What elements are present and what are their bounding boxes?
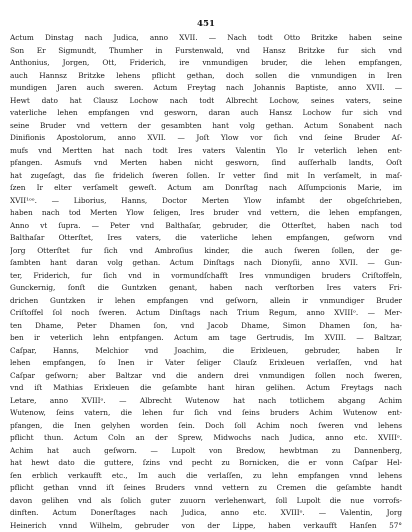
text-line: Dinifionis Apostolorum, anno XVII. — Joſt Ylow vor ſich vnd ſeine Bruder Aſ- [10, 132, 402, 145]
text-line: dinften. Actum Donerſtages nach Judica, anno etc. XVIIIᵒ. — Valentin, Jorg [10, 507, 402, 520]
text-line: pfangen. Asmufs vnd Merten haben nicht gesworn, ſind auſſerhalb landts, Ooſt [10, 157, 402, 170]
text-line: Actum Dinstag nach Judica, anno XVII. — Nach todt Otto Britzke haben seine [10, 32, 402, 45]
text-line: lehen empfangen, ſo Inen ir Vater ſeliger Clauſz Erixleuen verlaſſen, vnd hat [10, 357, 402, 370]
text-line: ten Dhame, Peter Dhamen ſon, vnd Jacob Dhame, Simon Dhamen ſon, ha- [10, 320, 402, 333]
text-line: Criſtoffel ſol noch ſweren. Actum Dinſtags nach Trium Regum, anno XVIIIᵒ. — Mer- [10, 307, 402, 320]
text-line: ſen erblich verkaufft etc., Im auch die verlaſſen, zu lehn empfangen vnnd lehens [10, 470, 402, 483]
text-line: drichen Guntzken ir lehen empfangen vnd geſworn, allein ir vnmundiger Bruder [10, 295, 402, 308]
text-line: Son Er Sigmundt, Thumher in Furstenwald, vnd Hansz Britzke fur sich vnd [10, 45, 402, 58]
page-number: 451 [10, 18, 402, 31]
text-line: hat hewt dato die guttere, ſzins vnd pecht zu Bornicken, die er vonn Caſpar Hel- [10, 457, 402, 470]
text-line: vaterliche lehen empfangen vnd gesworn, daran auch Hansz Lochow fur sich vnd [10, 107, 402, 120]
text-line: ben ir veterlich lehn entpfangen. Actum am tage Gertrudis, Im XVIII. — Baltzar, [10, 332, 402, 345]
text-line: haben nach tod Merten Ylow ſeligen, Ires bruder vnd vettern, die lehen empfangen, [10, 207, 402, 220]
text-line: XVII¹ᵒᵒ. — Liborius, Hanns, Doctor Merten Ylow infambt der obgeſchrieben, [10, 195, 402, 208]
text-line: Anno vt ſupra. — Peter vnd Balthaſar, gebruder, die Otterſtet, haben nach tod [10, 220, 402, 233]
text-line: pflicht gethan vnnd iſt ſeines Bruders vnnd vettern zu Cremen die geſambte handt [10, 482, 402, 495]
body-text [10, 32, 402, 532]
text-line: pflicht thun. Actum Coln an der Sprew, Midwochs nach Judica, anno etc. XVIIIᵒ. [10, 432, 402, 445]
text-line: Hewt dato hat Clausz Lochow nach todt Albrecht Lochow, seines vaters, seine [10, 95, 402, 108]
text-line: seine Bruder vnd vettern der gesambten hant volg gethan. Actum Sonabent nach [10, 120, 402, 133]
text-line: auch Hannsz Britzke lehens pflicht gethan, doch sollen die vnmundigen in Iren [10, 70, 402, 83]
text-line: Jorg Otterſtet fur ſich vnd Ambroſius kinder, die auch ſweren ſollen, der ge- [10, 245, 402, 258]
text-line: Gunckernig, ſonſt die Guntzken genant, haben nach verſtorben Ires vaters Fri- [10, 282, 402, 295]
text-line: Caſpar geſworn; aber Baltzar vnd die andern drei vnmundigen ſollen noch ſweren, [10, 370, 402, 383]
text-line: pfangen, die Inen gelyhen worden ſein. Doch ſoll Achim noch ſweren vnd lehens [10, 420, 402, 433]
text-line: ſzen Ir elter verſamelt geweſt. Actum am Donrſtag nach Aſſumpcionis Marie, im [10, 182, 402, 195]
text-line: Balthaſar Otterſtet, Ires vaters, die vaterliche lehen empfangen, geſworn vnd [10, 232, 402, 245]
text-line: Caſpar, Hanns, Melchior vnd Joachim, die Erixleuen, gebruder, haben Ir [10, 345, 402, 358]
text-line: vnd iſt Mathias Erixleuen die geſambte hant hiran gelihen. Actum Freytags nach [10, 382, 402, 395]
text-line: davon gelihen vnd als ſolich guter zuuorn verlehenwart, ſoll Lupolt die nue vorrofs- [10, 495, 402, 508]
text-line: ter, Friderich, fur ſich vnd in vormundſchafft Ires vnmundigen bruders Criſtoffeln, [10, 270, 402, 283]
text-line: hat zugeſagt, das ſie fridelich ſweren ſollen. Ir vetter ſind mit In verſamelt, in maſ- [10, 170, 402, 183]
text-line: mundigen Jaren auch sweren. Actum Freytag nach Johannis Baptiste, anno XVII. — [10, 82, 402, 95]
text-line: mufs vnd Mertten hat nach todt Ires vaters Valentin Ylo Ir veterlich lehen ent- [10, 145, 402, 158]
text-line: Wutenow, ſeins vatern, die lehen fur ſich vnd ſeins bruders Achim Wutenow ent- [10, 407, 402, 420]
text-line: Letare, anno XVIIIᵒ. — Albrecht Wutenow hat nach totlichem abgang Achim [10, 395, 402, 408]
text-line: ſambten hant daran volg gethan. Actum Dinſtags nach Dionyſii, anno XVII. — Gun- [10, 257, 402, 270]
text-line: Anthonius, Jorgen, Ott, Friderich, ire vnmundigen bruder, die lehen empfangen, [10, 57, 402, 70]
text-line: Achim hat auch geſworn. — Lupolt von Bredow, hewbtman zu Dannenberg, [10, 445, 402, 458]
text-line: Heinerich vnnd Wilhelm, gebruder von der Lippe, haben verkaufft Hanſen 57° [10, 520, 402, 532]
